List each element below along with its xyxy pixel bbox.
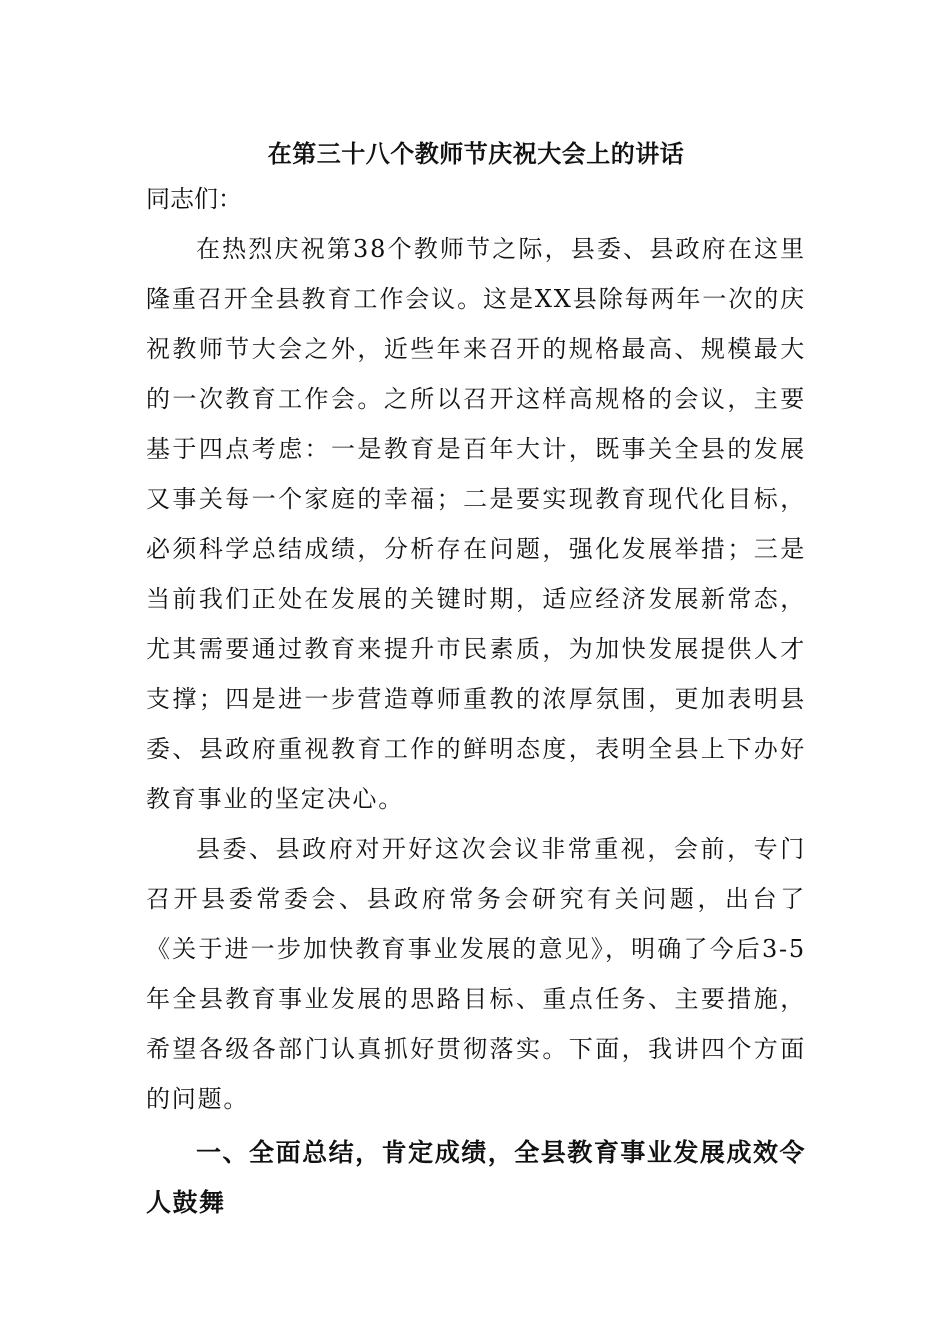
paragraph-meeting-preparation: 县委、县政府对开好这次会议非常重视，会前，专门召开县委常委会、县政府常务会研究有关问题，出台了《关于进一步加快教育事业发展的意见》，明确了今后3-5年全县教育事业发展的思路目标、重点任务、主要措施，希望各级各部门认真抓好贯彻落实。下面，我讲四个方面的问题。: [146, 835, 806, 1113]
document-title: 在第三十八个教师节庆祝大会上的讲话: [267, 140, 685, 168]
paragraph-opening: 在热烈庆祝第38个教师节之际，县委、县政府在这里隆重召开全县教育工作会议。这是XX县除每两年一次的庆祝教师节大会之外，近些年来召开的规格最高、规模最大的一次教育工作会。之所以召开这样高规格的会议，主要基于四点考虑：一是教育是百年大计，既事关全县的发展又事关每一个家庭的幸福；二是要实现教育现代化目标，必须科学总结成绩，分析存在问题，强化发展举措；三是当前我们正处在发展的关键时期，适应经济发展新常态，尤其需要通过教育来提升市民素质，为加快发展提供人才支撑；四是进一步营造尊师重教的浓厚氛围，更加表明县委、县政府重视教育工作的鲜明态度，表明全县上下办好教育事业的坚定决心。: [146, 235, 806, 813]
document-body: [146, 128, 806, 1228]
section-heading-one: 一、全面总结，肯定成绩，全县教育事业发展成效令人鼓舞: [146, 1138, 806, 1217]
salutation: 同志们：: [146, 185, 242, 213]
